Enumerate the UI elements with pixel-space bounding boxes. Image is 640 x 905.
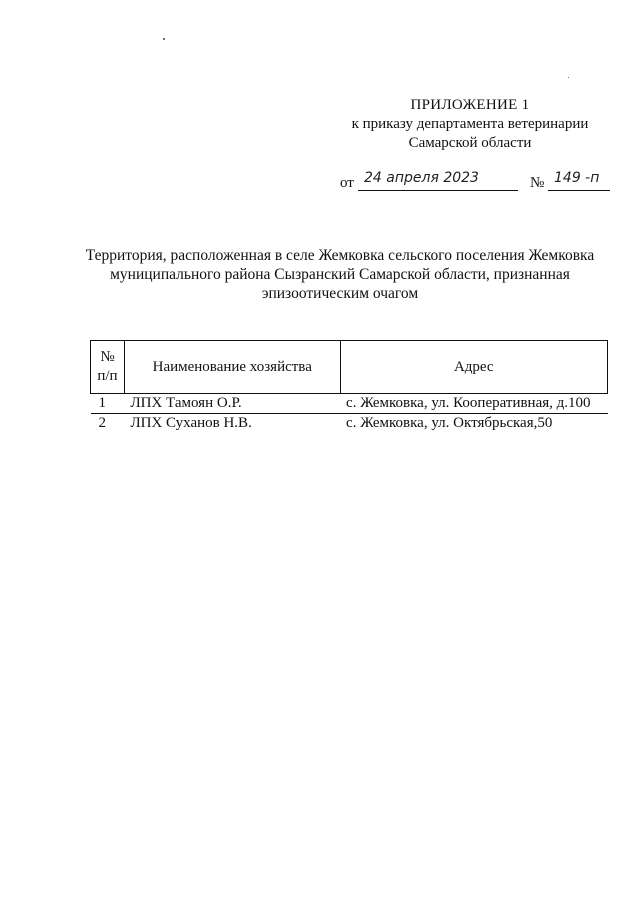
header-number-symbol: № [100, 349, 115, 365]
header-number-abbr: п/п [97, 368, 118, 384]
row-farm-name: ЛПХ Суханов Н.В. [130, 415, 252, 431]
appendix-header [330, 96, 610, 153]
row-number: 1 [91, 394, 125, 414]
appendix-title: ПРИЛОЖЕНИЕ 1 [410, 97, 530, 113]
heading-line: эпизоотическим очагом [261, 285, 419, 302]
appendix-order-reference: к приказу департамента ветеринарии [351, 116, 589, 132]
table-row [91, 394, 608, 414]
row-address: с. Жемковка, ул. Кооперативная, д.100 [340, 394, 607, 414]
farms-table [90, 340, 608, 433]
row-number: 2 [98, 415, 106, 431]
heading-line: Территория, расположенная в селе Жемковка сельского поселения Жемковка [85, 247, 595, 264]
heading-line: муниципального района Сызранский Самарской области, признанная [110, 266, 570, 283]
header-address: Адрес [340, 341, 607, 394]
header-number [91, 341, 125, 394]
appendix-region: Самарской области [408, 135, 532, 151]
row-address: с. Жемковка, ул. Октябрьская,50 [346, 415, 553, 431]
table-row [91, 414, 608, 434]
handwritten-number: 149 -п [554, 170, 600, 186]
row-farm-name: ЛПХ Тамоян О.Р. [124, 394, 340, 414]
number-underline [548, 190, 610, 191]
date-underline [358, 190, 518, 191]
header-farm-name: Наименование хозяйства [124, 341, 340, 394]
scan-speck [163, 38, 165, 40]
date-label: от [340, 175, 354, 191]
number-label: № [530, 175, 545, 191]
scan-speck [568, 77, 569, 78]
order-date-line [340, 172, 620, 194]
handwritten-date: 24 апреля 2023 [364, 170, 479, 186]
table-header-row [91, 341, 608, 394]
document-heading [60, 246, 620, 303]
